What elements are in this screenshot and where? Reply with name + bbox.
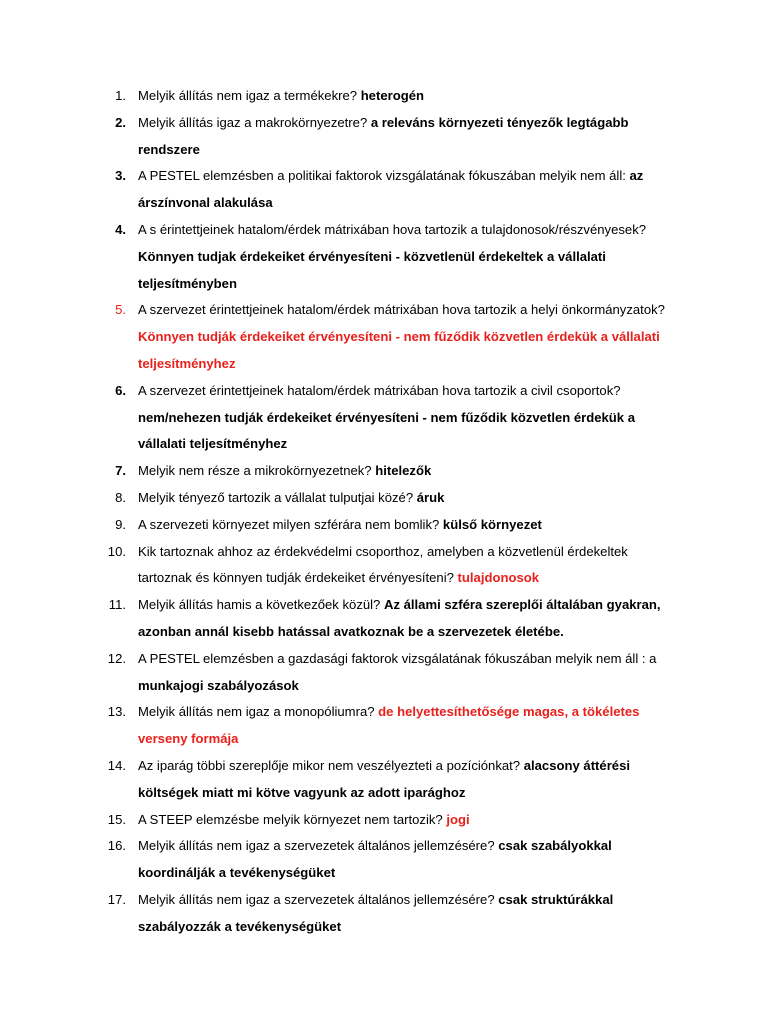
question-text: Melyik állítás nem igaz a szervezetek általános jellemzésére? — [138, 891, 495, 907]
answer-text: az árszínvonal alakulása — [138, 168, 644, 211]
question-text: Melyik állítás nem igaz a szervezetek általános jellemzésére? — [138, 838, 495, 854]
question-text: Az iparág többi szereplője mikor nem veszélyezteti a pozíciónkat? — [138, 757, 521, 773]
item-number: 3. — [115, 168, 126, 184]
answer-text: de helyettesíthetősége magas, a tökéletes verseny formája — [138, 704, 640, 747]
list-item-2 — [0, 110, 768, 164]
answer-text: jogi — [446, 811, 470, 827]
list-item-1 — [0, 83, 768, 110]
answer-text: hitelezők — [375, 463, 432, 479]
answer-text: Könnyen tudják érdekeiket érvényesíteni - nem fűződik közvetlen érdekük a vállalati teljesítményhez — [138, 329, 660, 371]
question-text: A szervezeti környezet milyen szférára nem bomlik? — [138, 516, 440, 532]
item-number: 11. — [108, 597, 126, 613]
item-number: 17. — [107, 891, 126, 907]
answer-text: nem/nehezen tudják érdekeiket érvényesíteni - nem fűződik közvetlen érdekük a vállalati teljesítményhez — [138, 409, 636, 452]
item-number: 10. — [107, 543, 126, 559]
list-item-10 — [0, 539, 768, 593]
question-text: Melyik nem része a mikrokörnyezetnek? — [138, 463, 372, 479]
item-number: 16. — [107, 838, 126, 854]
answer-text: a releváns környezeti tényezők legtágabb rendszere — [138, 114, 629, 157]
item-number: 14. — [107, 757, 126, 773]
question-text: A PESTEL elemzésben a politikai faktorok vizsgálatának fókuszában melyik nem áll: — [138, 168, 626, 184]
item-number: 15. — [107, 811, 126, 827]
question-text: A s érintettjeinek hatalom/érdek mátrixában hova tartozik a tulajdonosok/részvényesek? — [138, 221, 647, 237]
list-item-5 — [0, 297, 768, 377]
answer-text: tulajdonosok — [457, 570, 540, 586]
list-item-3 — [0, 163, 768, 217]
question-text: Melyik állítás igaz a makrokörnyezetre? — [138, 114, 368, 130]
list-item-6 — [0, 378, 768, 458]
item-number: 7. — [115, 463, 126, 479]
answer-text: csak szabályokkal koordinálják a tevékenységüket — [138, 838, 612, 881]
list-item-17 — [0, 887, 768, 941]
answer-text: Az állami szféra szereplői általában gyakran, azonban annál kisebb hatással avatkoznak be a szervezetek életébe. — [138, 597, 661, 639]
list-item-11 — [0, 592, 768, 646]
question-text: Melyik állítás nem igaz a termékekre? — [138, 88, 358, 103]
list-item-12 — [0, 646, 768, 700]
question-text: Melyik állítás hamis a következőek közül? — [138, 597, 381, 613]
item-number: 8. — [115, 489, 126, 505]
answer-text: heterogén — [360, 88, 424, 103]
answer-text: áruk — [416, 489, 445, 505]
item-number: 9. — [115, 516, 126, 532]
list-item-16 — [0, 833, 768, 887]
question-text: A szervezet érintettjeinek hatalom/érdek mátrixában hova tartozik a civil csoportok? — [138, 382, 621, 398]
list-item-15 — [0, 807, 768, 834]
question-text: Melyik tényező tartozik a vállalat tulputjai közé? — [138, 489, 414, 505]
list-item-7 — [0, 458, 768, 485]
answer-text: Könnyen tudjak érdekeiket érvényesíteni - közvetlenül érdekeltek a vállalati teljesítményben — [138, 248, 606, 291]
item-number: 4. — [115, 221, 126, 237]
answer-text: csak struktúrákkal szabályozzák a tevékenységüket — [138, 891, 614, 934]
answer-text: külső környezet — [442, 516, 542, 532]
item-number: 5. — [115, 302, 126, 318]
list-item-4 — [0, 217, 768, 297]
item-number: 6. — [115, 382, 126, 398]
list-item-13 — [0, 699, 768, 753]
item-number: 13. — [107, 704, 126, 720]
question-text: A szervezet érintettjeinek hatalom/érdek mátrixában hova tartozik a helyi önkormányzatok? — [138, 302, 665, 318]
item-number: 1. — [115, 88, 126, 103]
item-number: 12. — [107, 650, 126, 666]
list-item-14 — [0, 753, 768, 807]
question-answer-list — [0, 83, 768, 941]
list-item-9 — [0, 512, 768, 539]
question-text: Kik tartoznak ahhoz az érdekvédelmi csoporthoz, amelyben a közvetlenül érdekeltek tartoznak és könnyen tudják érdekeiket érvényesíteni? — [138, 543, 628, 586]
item-number: 2. — [115, 114, 126, 130]
answer-text: alacsony áttérési költségek miatt mi kötve vagyunk az adott iparághoz — [138, 757, 630, 800]
question-text: A STEEP elemzésbe melyik környezet nem tartozik? — [138, 811, 443, 827]
answer-text: munkajogi szabályozások — [138, 677, 299, 693]
question-text: Melyik állítás nem igaz a monopóliumra? — [138, 704, 375, 720]
list-item-8 — [0, 485, 768, 512]
question-text: A PESTEL elemzésben a gazdasági faktorok vizsgálatának fókuszában melyik nem áll : a — [138, 650, 657, 666]
